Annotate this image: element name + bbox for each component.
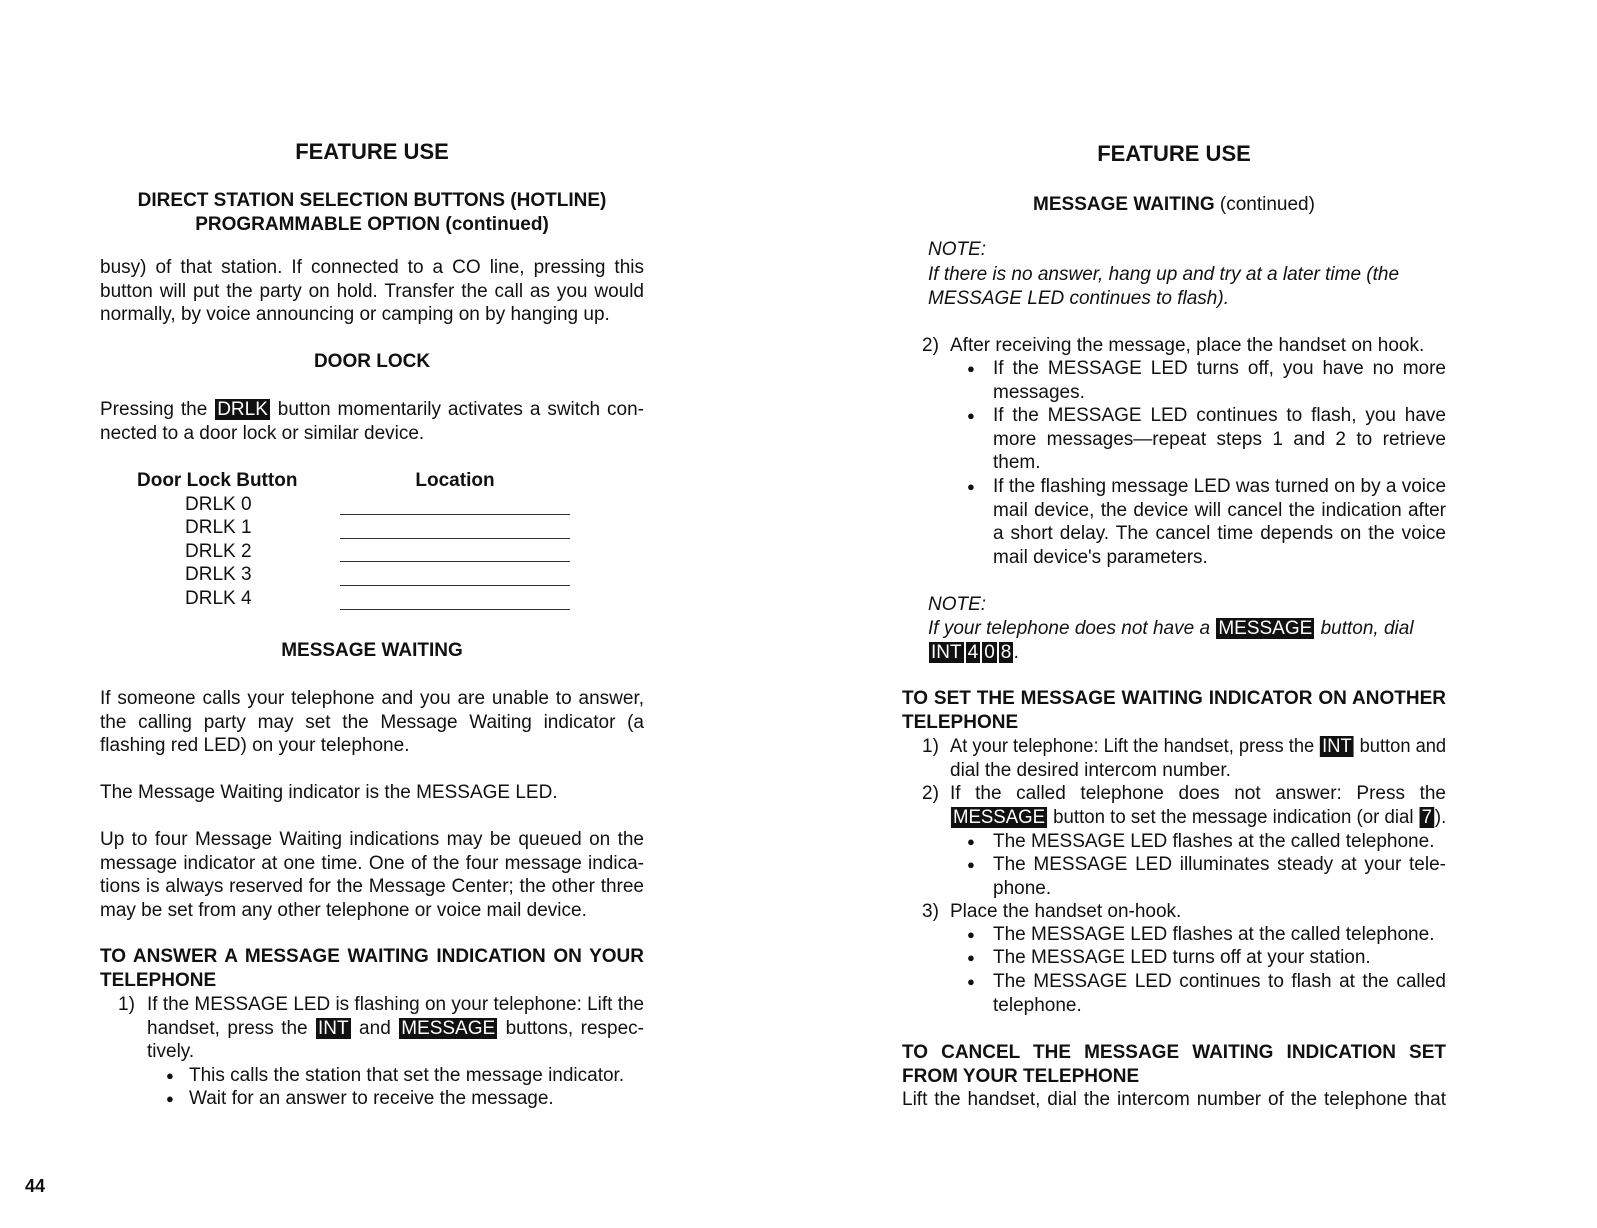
text-line xyxy=(950,735,1446,759)
text-line xyxy=(189,1087,644,1111)
text: DOOR LOCK xyxy=(313,351,431,372)
list-number: 3) xyxy=(922,901,939,922)
text: more messages—repeat steps 1 and 2 to retrieve xyxy=(993,428,1446,450)
text: TELEPHONE xyxy=(100,969,217,991)
table-row: DRLK 1 xyxy=(185,517,252,538)
text: The Message Waiting indicator is the MESSAGE LED. xyxy=(100,782,558,803)
list-number: 2) xyxy=(922,335,939,356)
text: The MESSAGE LED flashes at the called telephone. xyxy=(993,924,1435,945)
text: button, dial xyxy=(1315,618,1414,639)
text: (continued) xyxy=(440,213,549,235)
text: may be set from any other telephone or voice mail device. xyxy=(100,899,587,921)
key-label-badge: MESSAGE xyxy=(1218,618,1313,639)
text: If the MESSAGE LED is flashing on your telephone: Lift the xyxy=(147,994,644,1015)
bullet-icon: ● xyxy=(967,408,975,423)
text-line xyxy=(993,522,1446,546)
text: message indicator at one time. One of the four message indica- xyxy=(100,852,644,874)
text: The MESSAGE LED flashes at the called telephone. xyxy=(993,831,1435,852)
text-line xyxy=(928,641,1446,665)
text-line xyxy=(147,1017,644,1041)
text-line xyxy=(950,759,1446,783)
text-line xyxy=(993,546,1446,570)
text-line xyxy=(100,213,644,237)
text-line xyxy=(100,687,644,711)
text-line xyxy=(100,875,644,899)
text: NOTE: xyxy=(928,594,987,615)
text: button momentarily activates a switch con- xyxy=(270,399,644,420)
text: If someone calls your telephone and you are unable to answer, xyxy=(100,688,644,709)
text: If the flashing message LED was turned on by a voice xyxy=(993,476,1447,497)
key-label-badge: MESSAGE xyxy=(952,806,1046,828)
text: (continued) xyxy=(1214,194,1315,215)
text-line xyxy=(147,993,644,1017)
text-line xyxy=(100,852,644,876)
text-line xyxy=(902,1065,1446,1089)
text-line xyxy=(100,945,644,969)
text-line xyxy=(902,687,1446,711)
text: MESSAGE LED continues to flash). xyxy=(928,287,1229,309)
text: Wait for an answer to receive the message. xyxy=(189,1088,554,1109)
text-line xyxy=(993,994,1446,1018)
bold-text: PROGRAMMABLE OPTION xyxy=(195,213,441,235)
text-line xyxy=(100,303,644,327)
text: dial the desired intercom number. xyxy=(950,759,1231,781)
text: The MESSAGE LED illuminates steady at your tele- xyxy=(993,854,1446,875)
key-label-badge: DRLK xyxy=(217,399,268,420)
text: If your telephone does not have a xyxy=(928,618,1216,639)
text: Up to four Message Waiting indications may be queued on the xyxy=(100,829,644,850)
text: flashing red LED) on your telephone. xyxy=(100,735,410,757)
text-line xyxy=(902,711,1446,735)
text: FEATURE USE xyxy=(295,139,449,164)
table-header-location: Location xyxy=(415,470,495,491)
text: FROM YOUR TELEPHONE xyxy=(902,1065,1140,1087)
key-label-badge: 0 xyxy=(984,641,995,663)
text: mail device's parameters. xyxy=(993,546,1208,568)
text-line xyxy=(993,970,1446,994)
text: The MESSAGE LED continues to flash at the called xyxy=(993,971,1446,992)
text-line xyxy=(100,140,644,164)
text-line xyxy=(100,781,644,805)
bullet-icon: ● xyxy=(967,834,975,849)
table-row: DRLK 2 xyxy=(185,541,252,562)
text: the calling party may set the Message Waiting indicator (a xyxy=(100,711,644,733)
text-line xyxy=(100,398,644,422)
list-number: 1) xyxy=(922,736,939,757)
location-blank-line xyxy=(340,561,570,562)
text-line xyxy=(100,734,644,758)
text-line xyxy=(950,900,1446,924)
text-line xyxy=(928,287,1446,311)
table-row: DRLK 0 xyxy=(185,494,252,515)
key-label-badge: 8 xyxy=(1000,641,1012,663)
table-row: DRLK 3 xyxy=(185,564,252,585)
text-line xyxy=(993,877,1446,901)
text: them. xyxy=(993,452,1041,474)
text-line xyxy=(993,830,1446,854)
text-line xyxy=(950,782,1446,806)
bullet-icon: ● xyxy=(967,857,975,872)
location-blank-line xyxy=(340,585,570,586)
text: TO SET THE MESSAGE WAITING INDICATOR ON ANOTHER xyxy=(902,688,1446,709)
text: At your telephone: Lift the handset, press the xyxy=(950,736,1320,757)
bullet-icon: ● xyxy=(967,950,975,965)
text: button to set the message indication (or dial xyxy=(1048,806,1419,828)
bullet-icon: ● xyxy=(967,974,975,989)
table-row: DRLK 4 xyxy=(185,588,252,609)
text: TO CANCEL THE MESSAGE WAITING INDICATION SET xyxy=(902,1042,1446,1063)
list-number: 2) xyxy=(922,783,939,804)
text-line xyxy=(100,969,644,993)
text: normally, by voice announcing or camping on by hanging up. xyxy=(100,304,610,326)
text-line xyxy=(993,404,1446,428)
bold-text: MESSAGE WAITING xyxy=(1033,194,1215,215)
key-label-badge: INT xyxy=(1322,736,1352,757)
text: button will put the party on hold. Transfer the call as you would xyxy=(100,280,644,302)
text: tions is always reserved for the Message Center; the other three xyxy=(100,876,644,898)
text-line xyxy=(100,828,644,852)
bullet-icon: ● xyxy=(166,1068,174,1083)
text: TELEPHONE xyxy=(902,711,1019,733)
text-line xyxy=(950,806,1446,830)
text: The MESSAGE LED turns off at your station. xyxy=(993,947,1371,968)
text-line xyxy=(147,1040,644,1064)
text-line xyxy=(993,381,1446,405)
text: and xyxy=(351,1017,399,1039)
location-blank-line xyxy=(340,514,570,515)
text-line xyxy=(928,593,1446,617)
text: This calls the station that set the message indicator. xyxy=(189,1065,625,1086)
text-line xyxy=(189,1064,644,1088)
text: MESSAGE WAITING xyxy=(281,640,463,661)
key-label-badge: 4 xyxy=(967,641,979,663)
text: handset, press the xyxy=(147,1017,316,1039)
text: buttons, respec- xyxy=(498,1017,644,1039)
page-number: 44 xyxy=(25,1176,46,1196)
text-line xyxy=(993,475,1446,499)
text-line xyxy=(902,1088,1446,1112)
text: a short delay. The cancel time depends on the voice xyxy=(993,523,1446,545)
key-label-badge: 7 xyxy=(1421,806,1432,828)
location-blank-line xyxy=(340,538,570,539)
text-line xyxy=(902,142,1446,166)
list-number: 1) xyxy=(118,994,135,1015)
table-header-button: Door Lock Button xyxy=(137,470,298,491)
text-line xyxy=(902,193,1446,217)
text: Place the handset on-hook. xyxy=(950,901,1182,922)
text-line xyxy=(993,946,1446,970)
text-line xyxy=(993,451,1446,475)
text-line xyxy=(950,334,1446,358)
text-line xyxy=(100,899,644,923)
text: If the MESSAGE LED turns off, you have no more xyxy=(993,358,1446,379)
text-line xyxy=(928,617,1446,641)
text: After receiving the message, place the handset on hook. xyxy=(950,335,1425,356)
text: Pressing the xyxy=(100,399,215,420)
text-line xyxy=(100,256,644,280)
text: . xyxy=(1014,641,1020,663)
text-line xyxy=(100,639,644,663)
text: nected to a door lock or similar device. xyxy=(100,422,425,444)
text-line xyxy=(993,357,1446,381)
location-blank-line xyxy=(340,609,570,610)
key-label-badge: INT xyxy=(931,641,962,663)
text: If the MESSAGE LED continues to flash, you have xyxy=(993,405,1446,426)
text-line xyxy=(993,853,1446,877)
text: busy) of that station. If connected to a CO line, pressing this xyxy=(100,257,644,278)
text: FEATURE USE xyxy=(1097,141,1251,166)
text: NOTE: xyxy=(928,239,987,260)
text: ). xyxy=(1434,806,1447,828)
key-label-badge: MESSAGE xyxy=(401,1017,496,1039)
text: messages. xyxy=(993,381,1085,403)
text-line xyxy=(100,280,644,304)
text-line xyxy=(100,350,644,374)
bold-text: DIRECT STATION SELECTION BUTTONS (HOTLINE) xyxy=(137,190,607,211)
bullet-icon: ● xyxy=(967,361,975,376)
text-line xyxy=(902,1041,1446,1065)
bullet-icon: ● xyxy=(166,1091,174,1106)
text-line xyxy=(100,189,644,213)
text: tively. xyxy=(147,1041,195,1063)
text-line xyxy=(928,238,1446,262)
text-line xyxy=(100,711,644,735)
text-line xyxy=(993,428,1446,452)
text: telephone. xyxy=(993,994,1082,1016)
text: phone. xyxy=(993,877,1052,899)
text: button and xyxy=(1354,736,1447,757)
text-line xyxy=(100,422,644,446)
bullet-icon: ● xyxy=(967,927,975,942)
text: mail device, the device will cancel the indication after xyxy=(993,499,1446,521)
key-label-badge: INT xyxy=(318,1017,349,1039)
text: Lift the handset, dial the intercom number of the telephone that xyxy=(902,1089,1446,1110)
bullet-icon: ● xyxy=(967,479,975,494)
text-line xyxy=(993,923,1446,947)
text: If the called telephone does not answer: Press the xyxy=(950,783,1446,804)
text: TO ANSWER A MESSAGE WAITING INDICATION ON YOUR xyxy=(100,946,644,967)
text: If there is no answer, hang up and try at a later time (the xyxy=(928,264,1400,285)
text-line xyxy=(928,263,1446,287)
text-line xyxy=(993,499,1446,523)
